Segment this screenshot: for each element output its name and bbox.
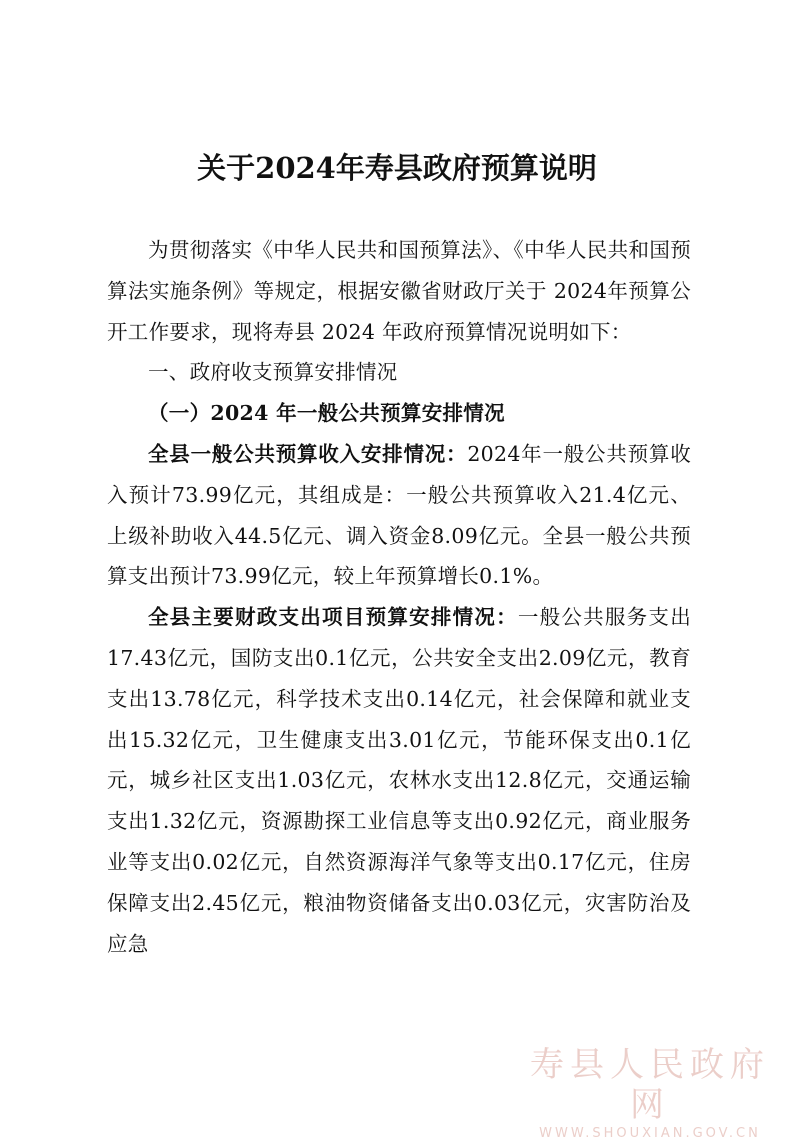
expenditure-paragraph-text: 一般公共服务支出17.43亿元，国防支出0.1亿元，公共安全支出2.09亿元，教育支出13.78亿元，科学技术支出0.14亿元，社会保障和就业支出15.32亿元，卫生健康支出3.01亿元，节能环保支出0.1亿元，城乡社区支出1.03亿元，农林水支出12.8亿元，交通运输支出1.32亿元，资源勘探工业信息等支出0.92亿元，商业服务业等支出0.02亿元，自然资源海洋气象等支出0.17亿元，住房保障支出2.45亿元，粮油物资储备支出0.03亿元，灾害防治及应急 [107,605,691,956]
site-watermark [520,1045,780,1143]
subsection-heading: （一）2024 年一般公共预算安排情况 [148,401,505,426]
watermark-site-name: 寿县人民政府网 [530,1045,770,1125]
document-body [107,230,691,964]
watermark-url: WWW.SHOUXIAN.GOV.CN [539,1126,761,1141]
expenditure-paragraph-lead: 全县主要财政支出项目预算安排情况： [148,605,518,630]
revenue-paragraph-text: 2024年一般公共预算收入预计73.99亿元，其组成是：一般公共预算收入21.4亿元、上级补助收入44.5亿元、调入资金8.09亿元。全县一般公共预算支出预计73.99亿元，较上年预算增长0.1%。 [107,441,692,589]
expenditure-paragraph [107,597,691,964]
intro-paragraph: 为贯彻落实《中华人民共和国预算法》、《中华人民共和国预算法实施条例》等规定，根据安徽省财政厅关于 2024年预算公开工作要求，现将寿县 2024 年政府预算情况说明如下： [107,238,691,344]
section-heading: 一、政府收支预算安排情况 [148,360,398,385]
document-title: 关于2024年寿县政府预算说明 [197,151,597,185]
revenue-paragraph-lead: 全县一般公共预算收入安排情况： [148,441,468,466]
revenue-paragraph [107,434,691,597]
